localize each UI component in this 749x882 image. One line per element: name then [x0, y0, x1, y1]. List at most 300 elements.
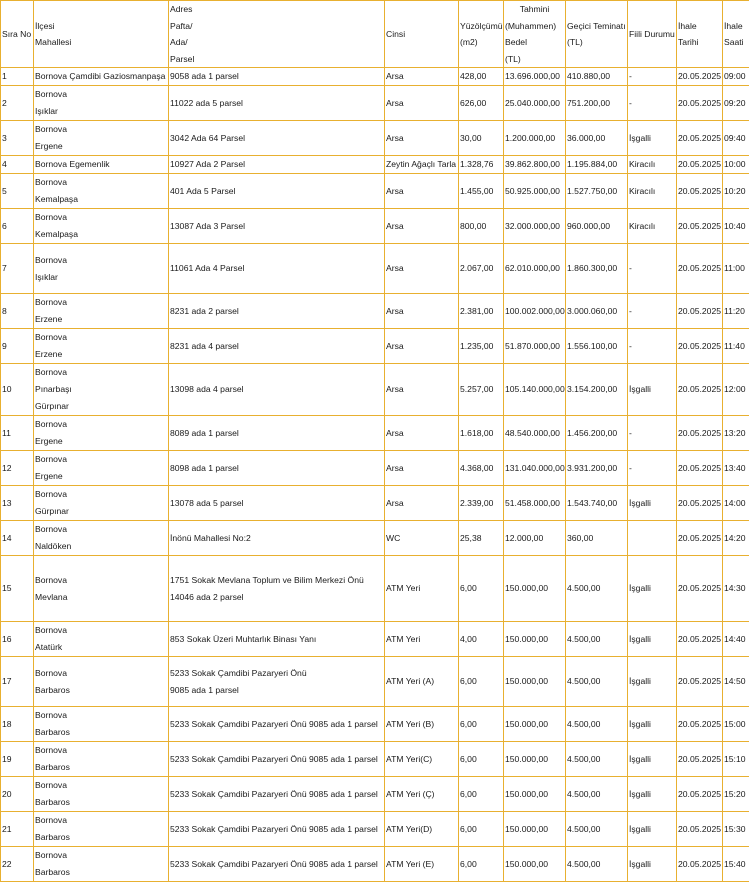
row-ilce-mahalle [34, 521, 169, 556]
row-ilce-mahalle-line: Bornova Egemenlik [35, 156, 167, 173]
row-adres [169, 121, 385, 156]
row-adres-line: 5233 Sokak Çamdibi Pazaryeri Önü 9085 ada 1 parsel [170, 716, 383, 733]
row-no: 7 [1, 244, 34, 294]
row-teminat: 751.200,00 [566, 86, 628, 121]
row-ilce-mahalle [34, 451, 169, 486]
row-cinsi: ATM Yeri (A) [385, 657, 459, 707]
header-ihale-tarihi: İhale Tarihi [677, 1, 723, 68]
row-bedel: 1.200.000,00 [504, 121, 566, 156]
row-yuzolcumu: 1.328,76 [459, 156, 504, 174]
row-bedel: 51.458.000,00 [504, 486, 566, 521]
row-fiili-durum: İşgalli [628, 556, 677, 622]
row-ilce-mahalle-line: Bornova Çamdibi Gaziosmanpaşa [35, 68, 167, 85]
row-no: 16 [1, 622, 34, 657]
row-cinsi: ATM Yeri (B) [385, 707, 459, 742]
row-adres [169, 416, 385, 451]
row-fiili-durum: İşgalli [628, 707, 677, 742]
row-ihale-tarihi: 20.05.2025 [677, 451, 723, 486]
row-ilce-mahalle-line: Bornova [35, 416, 167, 433]
row-yuzolcumu: 1.618,00 [459, 416, 504, 451]
row-ilce-mahalle-line: Bornova [35, 86, 167, 103]
row-ilce-mahalle-line: Bornova [35, 847, 167, 864]
row-no: 4 [1, 156, 34, 174]
row-ilce-mahalle [34, 294, 169, 329]
row-ilce-mahalle-line: Erzene [35, 346, 167, 363]
header-sira-no: Sıra No [1, 1, 34, 68]
row-no: 6 [1, 209, 34, 244]
row-adres-line: 5233 Sokak Çamdibi Pazaryeri Önü 9085 ada 1 parsel [170, 751, 383, 768]
row-ihale-saati: 13:40 [723, 451, 749, 486]
row-ilce-mahalle-line: Naldöken [35, 538, 167, 555]
row-ihale-saati: 11:40 [723, 329, 749, 364]
row-adres-line: 8231 ada 2 parsel [170, 303, 383, 320]
row-ihale-saati: 11:20 [723, 294, 749, 329]
row-ilce-mahalle-line: Gürpınar [35, 503, 167, 520]
row-ihale-tarihi: 20.05.2025 [677, 156, 723, 174]
row-adres [169, 68, 385, 86]
row-yuzolcumu: 1.455,00 [459, 174, 504, 209]
row-cinsi: ATM Yeri(C) [385, 742, 459, 777]
row-adres-line: 13078 ada 5 parsel [170, 495, 383, 512]
row-teminat: 4.500,00 [566, 812, 628, 847]
row-no: 1 [1, 68, 34, 86]
row-adres-line: 3042 Ada 64 Parsel [170, 130, 383, 147]
row-ihale-tarihi: 20.05.2025 [677, 68, 723, 86]
table-row [1, 68, 749, 86]
row-cinsi: Arsa [385, 209, 459, 244]
row-ihale-saati: 14:50 [723, 657, 749, 707]
row-no: 22 [1, 847, 34, 882]
row-adres [169, 486, 385, 521]
row-teminat: 1.556.100,00 [566, 329, 628, 364]
row-no: 2 [1, 86, 34, 121]
row-ilce-mahalle-line: Barbaros [35, 794, 167, 811]
row-bedel: 150.000,00 [504, 777, 566, 812]
row-adres-line: 8098 ada 1 parsel [170, 460, 383, 477]
row-adres-line: 13098 ada 4 parsel [170, 381, 383, 398]
row-fiili-durum [628, 521, 677, 556]
row-cinsi: ATM Yeri (Ç) [385, 777, 459, 812]
row-adres-line: İnönü Mahallesi No:2 [170, 530, 383, 547]
row-teminat: 960.000,00 [566, 209, 628, 244]
row-teminat: 1.543.740,00 [566, 486, 628, 521]
row-fiili-durum: İşgalli [628, 777, 677, 812]
row-fiili-durum: - [628, 244, 677, 294]
row-bedel: 100.002.000,00 [504, 294, 566, 329]
row-no: 9 [1, 329, 34, 364]
table-row [1, 86, 749, 121]
row-ilce-mahalle [34, 556, 169, 622]
row-yuzolcumu: 800,00 [459, 209, 504, 244]
row-teminat: 4.500,00 [566, 556, 628, 622]
row-adres-line: 5233 Sokak Çamdibi Pazaryeri Önü 9085 ada 1 parsel [170, 856, 383, 873]
row-yuzolcumu: 5.257,00 [459, 364, 504, 416]
row-adres-line: 5233 Sokak Çamdibi Pazaryeri Önü 9085 ada 1 parsel [170, 786, 383, 803]
row-fiili-durum: - [628, 416, 677, 451]
row-bedel: 150.000,00 [504, 742, 566, 777]
row-ihale-saati: 11:00 [723, 244, 749, 294]
row-ihale-tarihi: 20.05.2025 [677, 174, 723, 209]
row-fiili-durum: - [628, 294, 677, 329]
table-row [1, 657, 749, 707]
row-cinsi: Arsa [385, 294, 459, 329]
row-ihale-saati: 15:40 [723, 847, 749, 882]
row-ilce-mahalle-line: Atatürk [35, 639, 167, 656]
row-ilce-mahalle [34, 416, 169, 451]
row-no: 20 [1, 777, 34, 812]
table-row [1, 416, 749, 451]
row-ilce-mahalle-line: Bornova [35, 252, 167, 269]
row-no: 21 [1, 812, 34, 847]
table-row [1, 156, 749, 174]
row-ilce-mahalle-line: Bornova [35, 486, 167, 503]
row-yuzolcumu: 4,00 [459, 622, 504, 657]
row-ilce-mahalle-line: Gürpınar [35, 398, 167, 415]
row-ihale-saati: 09:20 [723, 86, 749, 121]
row-adres [169, 451, 385, 486]
row-bedel: 48.540.000,00 [504, 416, 566, 451]
row-ilce-mahalle-line: Bornova [35, 329, 167, 346]
row-ihale-tarihi: 20.05.2025 [677, 777, 723, 812]
row-ilce-mahalle [34, 174, 169, 209]
row-ilce-mahalle-line: Bornova [35, 451, 167, 468]
row-adres [169, 657, 385, 707]
row-bedel: 13.696.000,00 [504, 68, 566, 86]
table-row [1, 209, 749, 244]
row-yuzolcumu: 6,00 [459, 847, 504, 882]
row-ihale-saati: 10:20 [723, 174, 749, 209]
row-teminat: 3.000.060,00 [566, 294, 628, 329]
row-yuzolcumu: 2.339,00 [459, 486, 504, 521]
row-fiili-durum: Kiracılı [628, 174, 677, 209]
row-adres-line: 5233 Sokak Çamdibi Pazaryeri Önü 9085 ada 1 parsel [170, 821, 383, 838]
row-ilce-mahalle-line: Bornova [35, 174, 167, 191]
row-adres [169, 174, 385, 209]
table-row [1, 329, 749, 364]
row-cinsi: Arsa [385, 174, 459, 209]
row-bedel: 150.000,00 [504, 707, 566, 742]
row-ihale-saati: 12:00 [723, 364, 749, 416]
row-yuzolcumu: 428,00 [459, 68, 504, 86]
row-adres [169, 86, 385, 121]
header-row [1, 1, 749, 68]
row-cinsi: Arsa [385, 329, 459, 364]
row-bedel: 25.040.000,00 [504, 86, 566, 121]
row-cinsi: Zeytin Ağaçlı Tarla [385, 156, 459, 174]
table-row [1, 742, 749, 777]
row-fiili-durum: - [628, 68, 677, 86]
row-no: 8 [1, 294, 34, 329]
header-fiili-durum: Fiili Durumu [628, 1, 677, 68]
table-row [1, 451, 749, 486]
row-no: 13 [1, 486, 34, 521]
row-no: 19 [1, 742, 34, 777]
row-teminat: 1.860.300,00 [566, 244, 628, 294]
row-adres [169, 329, 385, 364]
row-ihale-tarihi: 20.05.2025 [677, 812, 723, 847]
row-ihale-saati: 10:00 [723, 156, 749, 174]
row-ilce-mahalle [34, 657, 169, 707]
row-ilce-mahalle [34, 707, 169, 742]
row-fiili-durum: Kiracılı [628, 209, 677, 244]
row-teminat: 1.195.884,00 [566, 156, 628, 174]
row-ilce-mahalle-line: Kemalpaşa [35, 191, 167, 208]
row-yuzolcumu: 6,00 [459, 812, 504, 847]
row-ihale-saati: 14:40 [723, 622, 749, 657]
row-yuzolcumu: 626,00 [459, 86, 504, 121]
row-ilce-mahalle-line: Kemalpaşa [35, 226, 167, 243]
row-bedel: 62.010.000,00 [504, 244, 566, 294]
row-adres [169, 742, 385, 777]
row-adres-line: 9085 ada 1 parsel [170, 682, 383, 699]
row-bedel: 50.925.000,00 [504, 174, 566, 209]
row-ihale-tarihi: 20.05.2025 [677, 742, 723, 777]
row-no: 3 [1, 121, 34, 156]
row-fiili-durum: İşgalli [628, 812, 677, 847]
row-adres [169, 707, 385, 742]
table-row [1, 174, 749, 209]
row-no: 14 [1, 521, 34, 556]
row-bedel: 150.000,00 [504, 622, 566, 657]
table-row [1, 556, 749, 622]
row-adres-line: 9058 ada 1 parsel [170, 68, 383, 85]
row-cinsi: Arsa [385, 416, 459, 451]
row-yuzolcumu: 30,00 [459, 121, 504, 156]
table-row [1, 121, 749, 156]
row-adres-line: 401 Ada 5 Parsel [170, 183, 383, 200]
header-yuzolcumu: Yüzölçümü (m2) [459, 1, 504, 68]
row-ilce-mahalle [34, 329, 169, 364]
row-ilce-mahalle-line: Bornova [35, 622, 167, 639]
row-ilce-mahalle [34, 742, 169, 777]
row-no: 5 [1, 174, 34, 209]
row-teminat: 3.931.200,00 [566, 451, 628, 486]
row-ilce-mahalle-line: Bornova [35, 572, 167, 589]
row-teminat: 4.500,00 [566, 657, 628, 707]
row-ihale-tarihi: 20.05.2025 [677, 847, 723, 882]
row-ihale-tarihi: 20.05.2025 [677, 294, 723, 329]
row-ihale-saati: 14:20 [723, 521, 749, 556]
row-ilce-mahalle [34, 777, 169, 812]
row-adres [169, 364, 385, 416]
row-adres-line: 8231 ada 4 parsel [170, 338, 383, 355]
row-adres [169, 777, 385, 812]
table-row [1, 521, 749, 556]
row-ilce-mahalle-line: Erzene [35, 311, 167, 328]
row-bedel: 105.140.000,00 [504, 364, 566, 416]
row-adres-line: 5233 Sokak Çamdibi Pazaryeri Önü [170, 665, 383, 682]
row-teminat: 4.500,00 [566, 622, 628, 657]
row-yuzolcumu: 25,38 [459, 521, 504, 556]
row-yuzolcumu: 6,00 [459, 742, 504, 777]
row-ihale-tarihi: 20.05.2025 [677, 622, 723, 657]
row-cinsi: ATM Yeri(D) [385, 812, 459, 847]
row-cinsi: Arsa [385, 364, 459, 416]
row-ilce-mahalle-line: Barbaros [35, 724, 167, 741]
row-ilce-mahalle-line: Barbaros [35, 864, 167, 881]
row-cinsi: WC [385, 521, 459, 556]
row-ihale-tarihi: 20.05.2025 [677, 486, 723, 521]
row-bedel: 39.862.800,00 [504, 156, 566, 174]
row-fiili-durum: İşgalli [628, 622, 677, 657]
row-adres [169, 622, 385, 657]
row-fiili-durum: İşgalli [628, 847, 677, 882]
row-ihale-tarihi: 20.05.2025 [677, 244, 723, 294]
row-fiili-durum: Kiracılı [628, 156, 677, 174]
row-no: 12 [1, 451, 34, 486]
row-teminat: 36.000,00 [566, 121, 628, 156]
row-ilce-mahalle-line: Bornova [35, 521, 167, 538]
row-ihale-saati: 14:30 [723, 556, 749, 622]
row-no: 18 [1, 707, 34, 742]
row-fiili-durum: İşgalli [628, 121, 677, 156]
row-adres [169, 209, 385, 244]
row-cinsi: Arsa [385, 486, 459, 521]
row-bedel: 150.000,00 [504, 657, 566, 707]
row-teminat: 4.500,00 [566, 742, 628, 777]
row-bedel: 51.870.000,00 [504, 329, 566, 364]
row-ilce-mahalle-line: Bornova [35, 364, 167, 381]
row-ilce-mahalle-line: Barbaros [35, 759, 167, 776]
row-bedel: 150.000,00 [504, 812, 566, 847]
table-body [1, 68, 749, 882]
row-ilce-mahalle [34, 486, 169, 521]
row-ihale-saati: 14:00 [723, 486, 749, 521]
row-ilce-mahalle-line: Ergene [35, 433, 167, 450]
row-adres-line: 13087 Ada 3 Parsel [170, 218, 383, 235]
row-yuzolcumu: 6,00 [459, 777, 504, 812]
row-ilce-mahalle [34, 121, 169, 156]
row-cinsi: ATM Yeri [385, 556, 459, 622]
header-ilce-mahalle: İlçesi Mahallesi [34, 1, 169, 68]
row-ihale-tarihi: 20.05.2025 [677, 556, 723, 622]
row-no: 10 [1, 364, 34, 416]
row-yuzolcumu: 4.368,00 [459, 451, 504, 486]
row-cinsi: Arsa [385, 121, 459, 156]
row-teminat: 410.880,00 [566, 68, 628, 86]
row-bedel: 131.040.000,00 [504, 451, 566, 486]
row-ilce-mahalle [34, 812, 169, 847]
row-ihale-saati: 10:40 [723, 209, 749, 244]
row-ilce-mahalle [34, 86, 169, 121]
row-bedel: 150.000,00 [504, 847, 566, 882]
header-teminat: Geçici Teminatı (TL) [566, 1, 628, 68]
row-adres-line: 11061 Ada 4 Parsel [170, 260, 383, 277]
row-ilce-mahalle-line: Bornova [35, 665, 167, 682]
row-ilce-mahalle-line: Barbaros [35, 829, 167, 846]
row-yuzolcumu: 6,00 [459, 556, 504, 622]
row-adres [169, 294, 385, 329]
row-ilce-mahalle-line: Bornova [35, 707, 167, 724]
row-teminat: 360,00 [566, 521, 628, 556]
row-cinsi: Arsa [385, 86, 459, 121]
header-adres: Adres Pafta/ Ada/ Parsel [169, 1, 385, 68]
row-ilce-mahalle-line: Bornova [35, 294, 167, 311]
row-fiili-durum: - [628, 329, 677, 364]
row-ihale-saati: 15:10 [723, 742, 749, 777]
row-no: 17 [1, 657, 34, 707]
row-adres [169, 156, 385, 174]
row-ihale-saati: 13:20 [723, 416, 749, 451]
row-ilce-mahalle [34, 156, 169, 174]
row-ihale-tarihi: 20.05.2025 [677, 209, 723, 244]
row-cinsi: ATM Yeri (E) [385, 847, 459, 882]
row-ilce-mahalle-line: Işıklar [35, 269, 167, 286]
row-ilce-mahalle-line: Bornova [35, 742, 167, 759]
row-cinsi: ATM Yeri [385, 622, 459, 657]
row-adres-line: 11022 ada 5 parsel [170, 95, 383, 112]
row-ilce-mahalle [34, 68, 169, 86]
row-ihale-tarihi: 20.05.2025 [677, 707, 723, 742]
row-ihale-tarihi: 20.05.2025 [677, 86, 723, 121]
row-teminat: 4.500,00 [566, 777, 628, 812]
row-ilce-mahalle-line: Bornova [35, 777, 167, 794]
row-adres [169, 556, 385, 622]
row-adres [169, 244, 385, 294]
table-row [1, 622, 749, 657]
row-yuzolcumu: 2.067,00 [459, 244, 504, 294]
table-row [1, 364, 749, 416]
row-ihale-saati: 09:00 [723, 68, 749, 86]
row-ihale-tarihi: 20.05.2025 [677, 329, 723, 364]
row-fiili-durum: - [628, 86, 677, 121]
row-fiili-durum: - [628, 451, 677, 486]
row-adres-line: 853 Sokak Üzeri Muhtarlık Binası Yanı [170, 631, 383, 648]
header-cinsi: Cinsi [385, 1, 459, 68]
row-bedel: 12.000,00 [504, 521, 566, 556]
row-ilce-mahalle-line: Bornova [35, 209, 167, 226]
row-adres-line: 10927 Ada 2 Parsel [170, 156, 383, 173]
row-ihale-tarihi: 20.05.2025 [677, 364, 723, 416]
row-ilce-mahalle [34, 209, 169, 244]
row-ihale-tarihi: 20.05.2025 [677, 657, 723, 707]
row-ihale-saati: 15:00 [723, 707, 749, 742]
row-ilce-mahalle-line: Barbaros [35, 682, 167, 699]
row-teminat: 3.154.200,00 [566, 364, 628, 416]
row-fiili-durum: İşgalli [628, 486, 677, 521]
row-yuzolcumu: 6,00 [459, 657, 504, 707]
row-bedel: 32.000.000,00 [504, 209, 566, 244]
row-adres [169, 812, 385, 847]
row-ilce-mahalle [34, 244, 169, 294]
row-ihale-tarihi: 20.05.2025 [677, 121, 723, 156]
row-ilce-mahalle-line: Ergene [35, 468, 167, 485]
row-ilce-mahalle-line: Bornova [35, 812, 167, 829]
row-cinsi: Arsa [385, 244, 459, 294]
row-adres-line: 1751 Sokak Mevlana Toplum ve Bilim Merkezi Önü [170, 572, 383, 589]
row-adres [169, 521, 385, 556]
table-row [1, 777, 749, 812]
row-teminat: 1.456.200,00 [566, 416, 628, 451]
row-ihale-tarihi: 20.05.2025 [677, 416, 723, 451]
table-row [1, 707, 749, 742]
row-ilce-mahalle-line: Pınarbaşı [35, 381, 167, 398]
row-teminat: 4.500,00 [566, 707, 628, 742]
row-teminat: 4.500,00 [566, 847, 628, 882]
row-ihale-tarihi: 20.05.2025 [677, 521, 723, 556]
row-teminat: 1.527.750,00 [566, 174, 628, 209]
row-cinsi: Arsa [385, 68, 459, 86]
header-bedel: Tahmini (Muhammen) Bedel (TL) [504, 1, 566, 68]
row-ihale-saati: 09:40 [723, 121, 749, 156]
table-row [1, 244, 749, 294]
table-row [1, 294, 749, 329]
row-adres-line: 8089 ada 1 parsel [170, 425, 383, 442]
table-row [1, 486, 749, 521]
row-yuzolcumu: 2.381,00 [459, 294, 504, 329]
row-yuzolcumu: 1.235,00 [459, 329, 504, 364]
row-ihale-saati: 15:20 [723, 777, 749, 812]
